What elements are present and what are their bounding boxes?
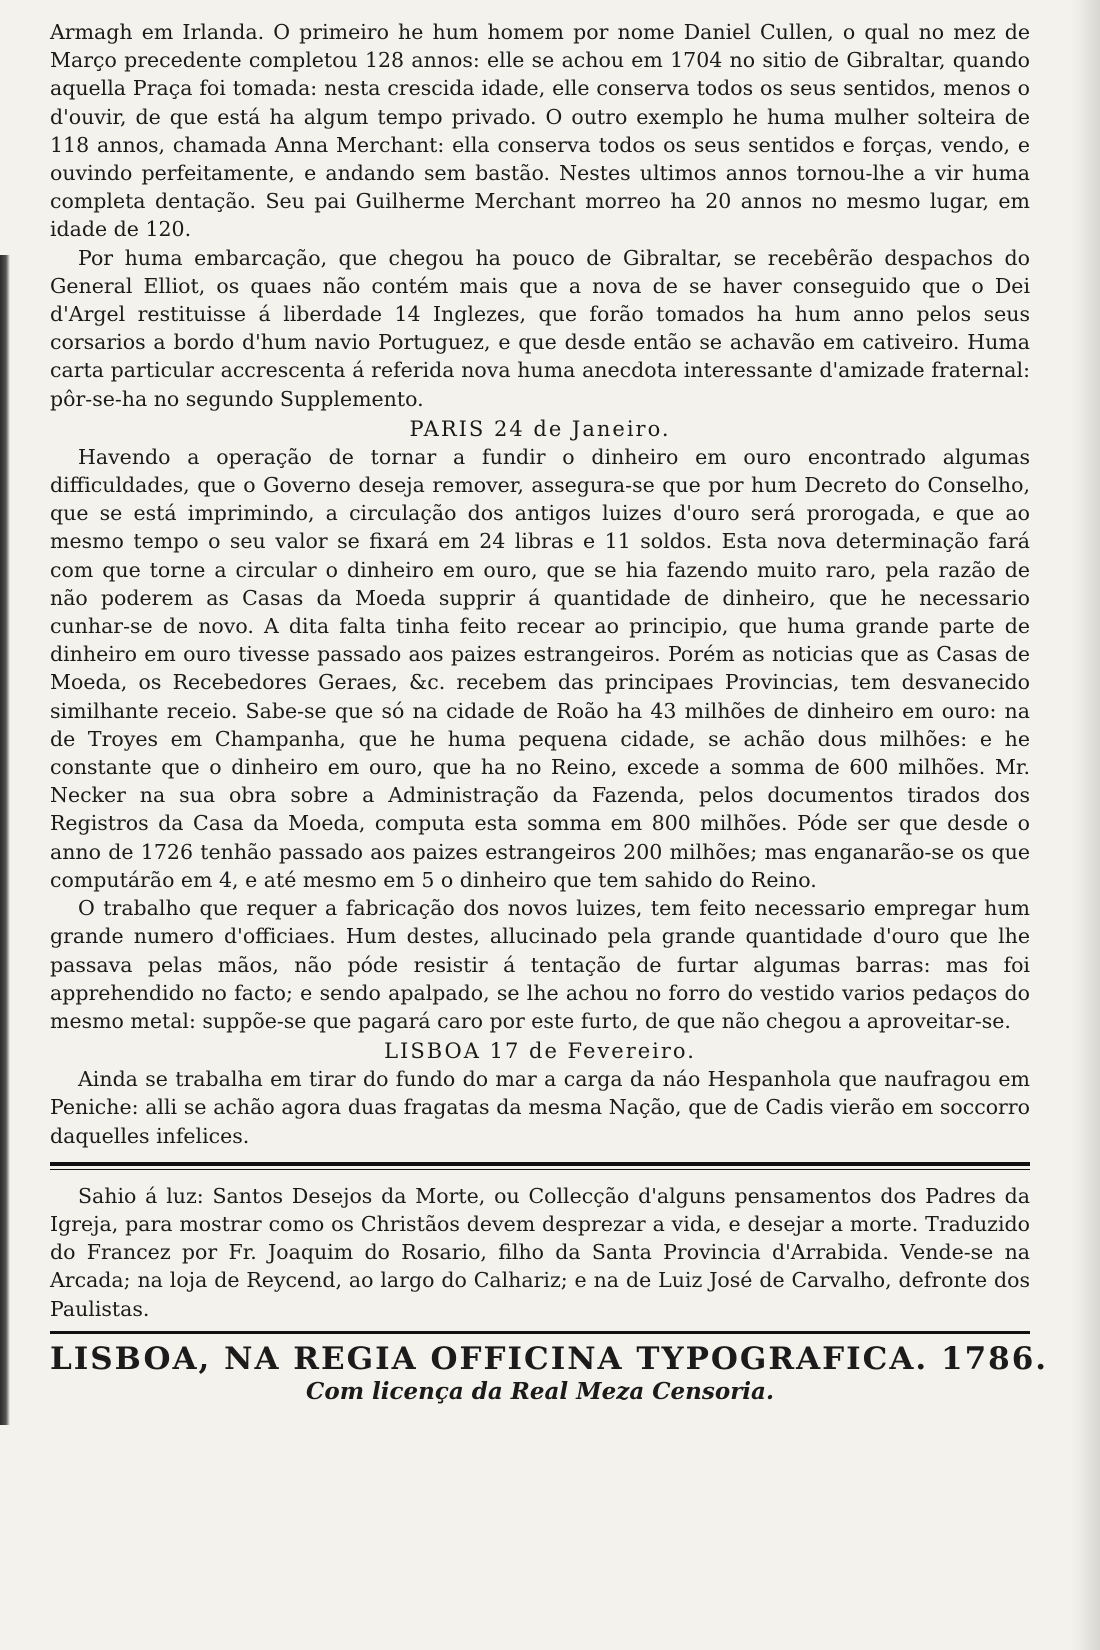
dateline-paris: PARIS 24 de Janeiro. <box>409 416 671 441</box>
separator-bottom <box>50 1331 1030 1334</box>
gazette-page <box>50 18 1049 1406</box>
scan-edge-right <box>1070 0 1100 1650</box>
scan-shadow-left <box>0 255 10 1425</box>
paragraph-lisboa: Ainda se trabalha em tirar do fundo do mar a carga da náo Hespanhola que naufragou em Peniche: alli se achão agora duas fragatas da mesma Nação, que de Cadis vierão em soccorro daquelles infelices. <box>50 1067 1030 1148</box>
paragraph-irlanda: Armagh em Irlanda. O primeiro he hum homem por nome Daniel Cullen, o qual no mez de Março precedente completou 128 annos: elle se achou em 1704 no sitio de Gibraltar, quando aquella Praça foi tomada: nesta crescida idade, elle conserva todos os seus sentidos, menos o d'ouvir, de que está ha algum tempo privado. O outro exemplo he huma mulher solteira de 118 annos, chamada Anna Merchant: ella conserva todos os seus sentidos e forças, vendo, e ouvindo perfeitamente, e andando sem bastão. Nestes ultimos annos tornou-lhe a vir huma completa dentação. Seu pai Guilherme Merchant morreo ha 20 annos no mesmo lugar, em idade de 120. <box>50 20 1030 242</box>
paragraph-paris-coins: Havendo a operação de tornar a fundir o dinheiro em ouro encontrado algumas difficuldades, que o Governo deseja remover, assegura-se que por hum Decreto do Conselho, que se está imprimindo, a circulação dos antigos luizes d'ouro será prorogada, e que ao mesmo tempo o seu valor se fixará em 24 libras e 11 soldos. Esta nova determinação fará com que torne a circular o dinheiro em ouro, que se hia fazendo muito raro, pela razão de não poderem as Casas da Moeda supprir á quantidade de dinheiro, que he necessario cunhar-se de novo. A dita falta tinha feito recear ao principio, que huma grande parte de dinheiro em ouro tivesse passado aos paizes estrangeiros. Porém as noticias que as Casas de Moeda, os Recebedores Geraes, &c. recebem das principaes Provincias, tem desvanecido similhante receio. Sabe-se que só na cidade de Roão ha 43 milhões de dinheiro em ouro: na de Troyes em Champanha, que he huma pequena cidade, se achão dous milhões: e he constante que o dinheiro em ouro, que ha no Reino, excede a somma de 600 milhões. Mr. Necker na sua obra sobre a Administração da Fazenda, pelos documentos tirados dos Registros da Casa da Moeda, computa esta somma em 800 milhões. Póde ser que desde o anno de 1726 tenhão passado aos paizes estrangeiros 200 milhões; mas enganarão-se os que computárão em 4, e até mesmo em 5 o dinheiro que tem sahido do Reino. <box>50 444 1030 892</box>
book-notice: Sahio á luz: Santos Desejos da Morte, ou Collecção d'alguns pensamentos dos Padres da Igreja, para mostrar como os Christãos devem desprezar a vida, e desejar a morte. Traduzido do Francez por Fr. Joaquim do Rosario, filho da Santa Provincia d'Arrabida. Vende-se na Arcada; na loja de Reycend, ao largo do Calhariz; e na de Luiz José de Carvalho, defronte dos Paulistas. <box>50 1183 1030 1321</box>
printer-imprint: LISBOA, NA REGIA OFFICINA TYPOGRAFICA. 1786. <box>50 1340 1049 1377</box>
censor-licence: Com licença da Real Meza Censoria. <box>306 1377 774 1405</box>
paragraph-paris-theft: O trabalho que requer a fabricação dos novos luizes, tem feito necessario empregar hum grande numero d'officiaes. Hum destes, allucinado pela grande quantidade d'ouro que lhe passava pelas mãos, não póde resistir á tentação de furtar algumas barras: mas foi apprehendido no facto; e sendo apalpado, se lhe achou no forro do vestido varios pedaços do mesmo metal: suppõe-se que pagará caro por este furto, de que não chegou a aproveitar-se. <box>50 896 1030 1033</box>
separator-thick <box>50 1162 1030 1166</box>
dateline-lisboa: LISBOA 17 de Fevereiro. <box>384 1039 696 1064</box>
separator-thin <box>50 1169 1030 1170</box>
paragraph-gibraltar: Por huma embarcação, que chegou ha pouco de Gibraltar, se recebêrão despachos do General Elliot, os quaes não contém mais que a nova de se haver conseguido que o Dei d'Argel restituisse á liberdade 14 Inglezes, que forão tomados ha hum anno pelos seus corsarios a bordo d'hum navio Portuguez, e que desde então se achavão em cativeiro. Huma carta particular accrescenta á referida nova huma anecdota interessante d'amizade fraternal: pôr-se-ha no segundo Supplemento. <box>50 245 1030 411</box>
